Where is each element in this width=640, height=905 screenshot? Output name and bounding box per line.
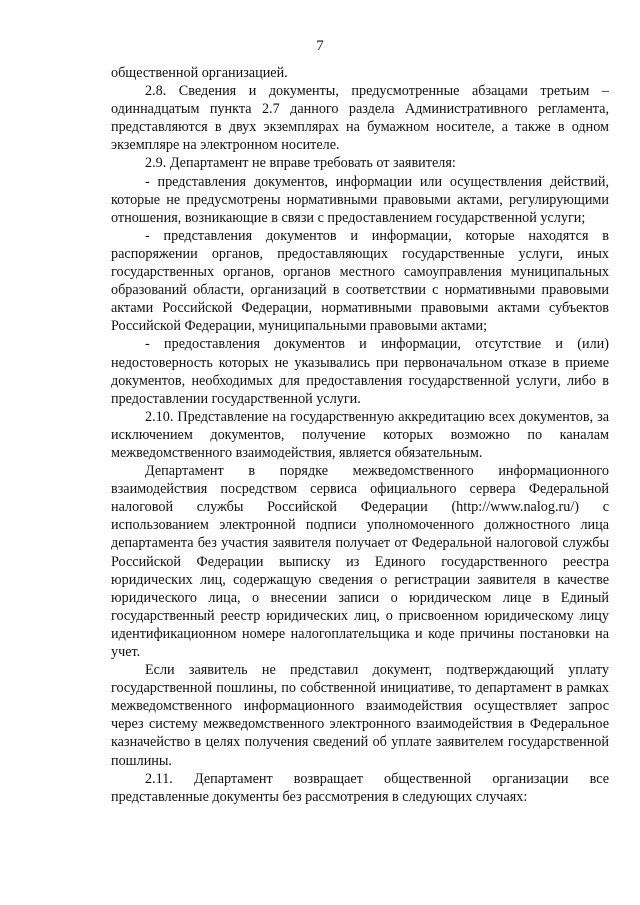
paragraph-state-fee: Если заявитель не представил документ, подтверждающий уплату государственной пошлины, по собственной инициативе, то департамент в рамках межведомственного информационного взаимодействия осуществляет запрос через систему межведомственного электронного взаимодействия в Федеральное казначейство в целях получения сведений об уплате заявителем государственной пошлины. [111, 662, 609, 769]
paragraph-2-8: 2.8. Сведения и документы, предусмотренные абзацами третьим – одиннадцатым пункта 2.7 данного раздела Административного регламента, представляются в двух экземплярах на бумажном носителе, а также в одном экземпляре на электронном носителе. [111, 83, 609, 154]
list-item-missing-documents: - предоставления документов и информации, отсутствие и (или) недостоверность которых не указывались при первоначальном отказе в приеме документов, необходимых для предоставления государственной услуги, либо в предоставлении государственной услуги. [111, 336, 609, 407]
document-body [111, 64, 609, 806]
page-number: 7 [316, 38, 324, 54]
paragraph-2-9: 2.9. Департамент не вправе требовать от заявителя: [145, 155, 456, 172]
paragraph-2-11: 2.11. Департамент возвращает общественной организации все представленные документы без рассмотрения в следующих случаях: [111, 770, 609, 805]
paragraph-2-10: 2.10. Представление на государственную аккредитацию всех документов, за исключением документов, получение которых возможно по каналам межведомственного взаимодействия, является обязательным. [111, 408, 609, 461]
list-item-documents-in-possession: - представления документов и информации, которые находятся в распоряжении органов, предоставляющих государственные услуги, иных государственных органов, органов местного самоуправления муниципальных образований области, организаций в соответствии с нормативными правовыми актами Российской Федерации, нормативными правовыми актами субъектов Российской Федерации, муниципальными правовыми актами; [111, 227, 609, 335]
paragraph-continuation: общественной организацией. [111, 65, 288, 81]
paragraph-interagency-request: Департамент в порядке межведомственного информационного взаимодействия посредством сервиса официального сервера Федеральной налоговой службы Российской Федерации (http://www.nalog.ru/) с использованием электронной подписи уполномоченного должностного лица департамента без участия заявителя получает от Федеральной налоговой службы Российской Федерации выписку из Единого государственного реестра юридических лиц, содержащую сведения о регистрации заявителя в качестве юридического лица, о внесении записи о юридическом лице в Единый государственный реестр юридических лиц, о присвоенном юридическому лицу идентификационном номере налогоплательщика и коде причины постановки на учет. [111, 463, 609, 660]
list-item-actions: - представления документов, информации или осуществления действий, которые не предусмотрены нормативными правовыми актами, регулирующими отношения, возникающие в связи с предоставлением государственной услуги; [111, 173, 609, 226]
